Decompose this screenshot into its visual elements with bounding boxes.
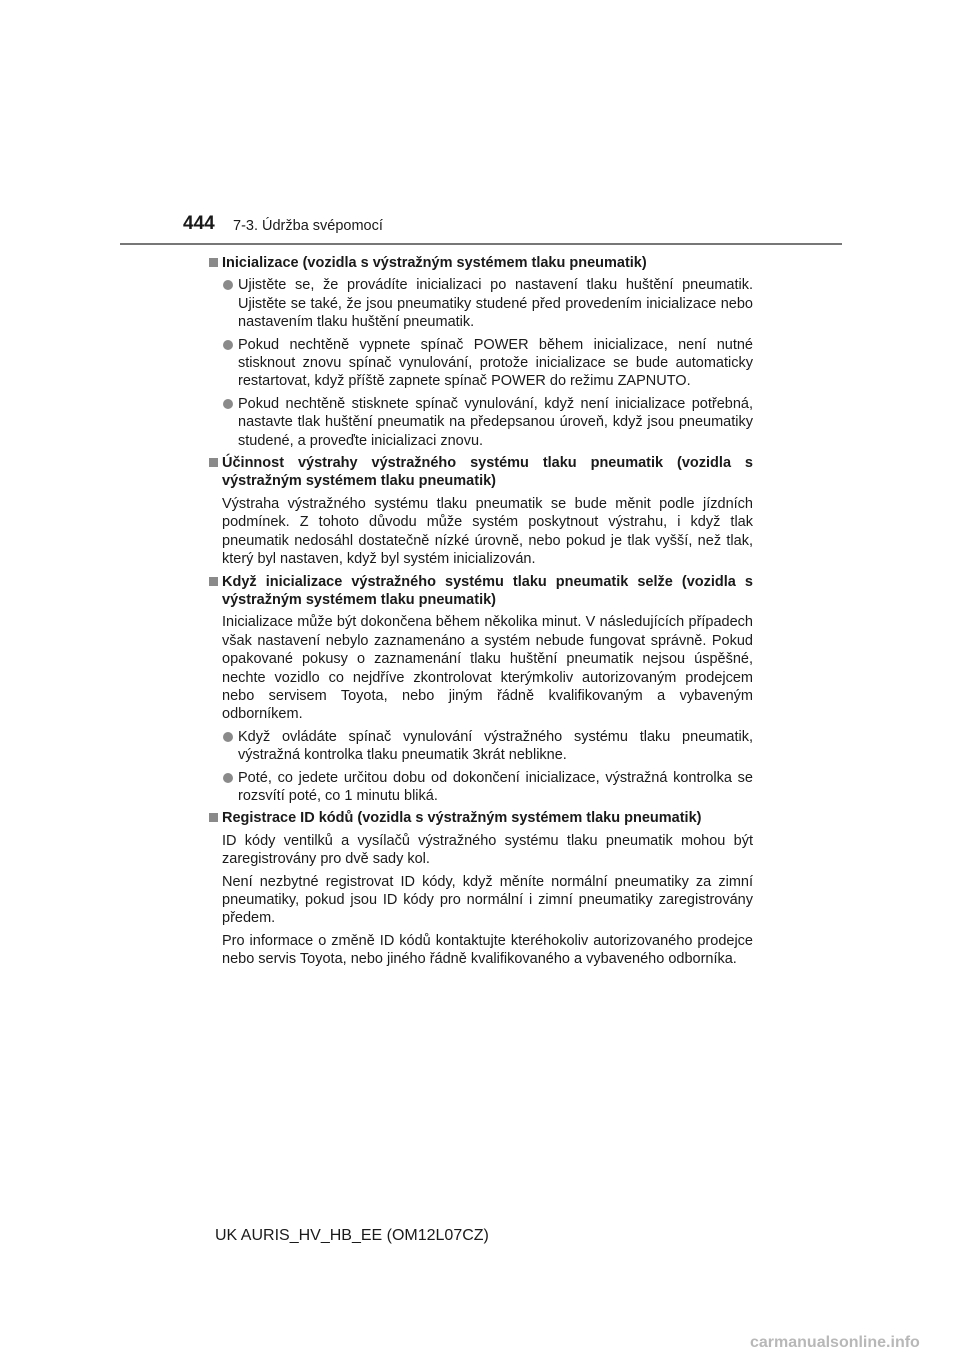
list-item-text: Poté, co jedete určitou dobu od dokončení inicializace, výstražná kontrolka se rozsvítí poté, co 1 minutu bliká.	[238, 769, 753, 804]
paragraph: Pro informace o změně ID kódů kontaktujte kteréhokoliv autorizovaného prodejce nebo servis Toyota, nebo jiného řádně kvalifikovaného a vybaveného odborníka.	[222, 932, 753, 968]
paragraph: ID kódy ventilků a vysílačů výstražného systému tlaku pneumatik mohou být zaregistrovány pro dvě sady kol.	[222, 832, 753, 868]
square-bullet-icon	[209, 258, 218, 267]
section-initialization	[209, 254, 753, 450]
page-content	[209, 254, 753, 973]
heading-text: Když inicializace výstražného systému tlaku pneumatik selže (vozidla s výstražným systémem tlaku pneumatik)	[222, 573, 753, 608]
section-initialization-failure	[209, 573, 753, 806]
square-bullet-icon	[209, 577, 218, 586]
list-item	[209, 336, 753, 391]
section-warning-effectiveness	[209, 454, 753, 568]
site-watermark: carmanualsonline.info	[750, 1334, 920, 1351]
section-heading	[209, 254, 753, 272]
header-divider	[120, 243, 842, 245]
paragraph: Není nezbytné registrovat ID kódy, když měníte normální pneumatiky za zimní pneumatiky, pokud jsou ID kódy pro normální i zimní pneumatiky zaregistrovány předem.	[222, 873, 753, 927]
list-item	[209, 728, 753, 765]
section-heading	[209, 454, 753, 491]
heading-text: Účinnost výstrahy výstražného systému tlaku pneumatik (vozidla s výstražným systémem tlaku pneumatik)	[222, 455, 753, 490]
model-code-footer: UK AURIS_HV_HB_EE (OM12L07CZ)	[215, 1227, 489, 1244]
section-id-registration	[209, 809, 753, 968]
list-item	[209, 276, 753, 331]
list-item-text: Ujistěte se, že provádíte inicializaci po nastavení tlaku huštění pneumatik. Ujistěte se také, že jsou pneumatiky studené před provedením inicializace nebo nastavením tlaku huštění pneumatik.	[238, 277, 753, 331]
circle-bullet-icon	[223, 732, 233, 742]
heading-text: Inicializace (vozidla s výstražným systémem tlaku pneumatik)	[222, 255, 647, 271]
heading-text: Registrace ID kódů (vozidla s výstražným systémem tlaku pneumatik)	[222, 810, 702, 827]
list-item-text: Pokud nechtěně vypnete spínač POWER během inicializace, není nutné stisknout znovu spínač vynulování, protože inicializace se bude automaticky restartovat, když příště zapnete spínač POWER do režimu ZAPNUTO.	[238, 336, 753, 390]
section-heading	[209, 809, 753, 827]
page-header	[0, 0, 960, 250]
circle-bullet-icon	[223, 280, 233, 290]
circle-bullet-icon	[223, 399, 233, 409]
circle-bullet-icon	[223, 773, 233, 783]
circle-bullet-icon	[223, 340, 233, 350]
square-bullet-icon	[209, 458, 218, 467]
page-number: 444	[183, 213, 215, 234]
section-title: 7-3. Údržba svépomocí	[233, 218, 383, 234]
paragraph: Inicializace může být dokončena během několika minut. V následujících případech však nastavení nebylo zaznamenáno a systém nebude fungovat správně. Pokud opakované pokusy o zaznamenání tlaku huštění pneumatik nejsou úspěšné, nechte vozidlo co nejdříve zkontrolovat kterýmkoliv autorizovaným prodejcem nebo servisem Toyota, nebo jiným řádně kvalifikovaným a vybaveným odborníkem.	[222, 614, 753, 723]
list-item-text: Když ovládáte spínač vynulování výstražného systému tlaku pneumatik, výstražná kontrolka tlaku pneumatik 3krát neblikne.	[238, 728, 753, 764]
list-item	[209, 395, 753, 450]
paragraph: Výstraha výstražného systému tlaku pneumatik se bude měnit podle jízdních podmínek. Z tohoto důvodu může systém poskytnout výstrahu, i když tlak pneumatik nedosáhl dostatečně nízké úrovně, nebo pokud je tlak vyšší, než tlak, který byl nastaven, když byl systém inicializován.	[222, 495, 753, 568]
list-item-text: Pokud nechtěně stisknete spínač vynulování, když není inicializace potřebná, nastavte tlak huštění pneumatik na předepsanou úroveň, když jsou pneumatiky studené, a proveďte inicializaci znovu.	[238, 395, 753, 449]
list-item	[209, 769, 753, 806]
section-heading	[209, 573, 753, 610]
square-bullet-icon	[209, 813, 218, 822]
